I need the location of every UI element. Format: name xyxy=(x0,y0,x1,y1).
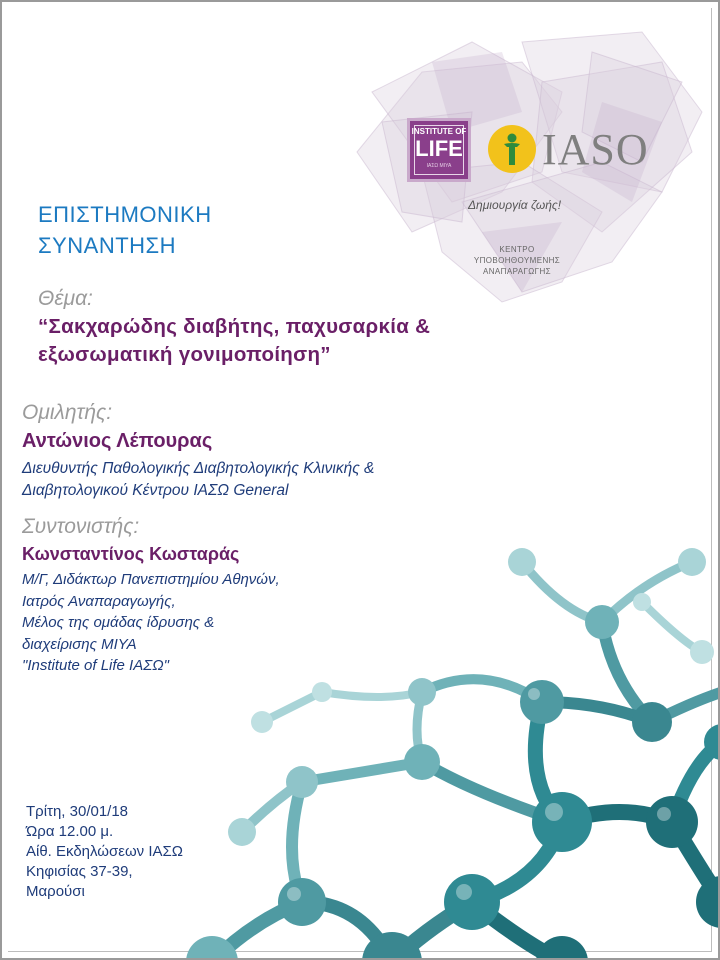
iaso-slogan: Δημιουργία ζωής! xyxy=(468,198,562,212)
title-line-2: ΣΥΝΑΝΤΗΣΗ xyxy=(38,233,177,258)
coordinator-name: Κωνσταντίνος Κωσταράς xyxy=(22,544,240,564)
center-line-1: ΚΕΝΤΡΟ xyxy=(499,245,535,254)
title-line-1: ΕΠΙΣΤΗΜΟΝΙΚΗ xyxy=(38,202,212,227)
speaker-name: Αντώνιος Λέπουρας xyxy=(22,430,213,452)
coord-desc-line-4: διαχείρισης ΜΙΥΑ xyxy=(22,635,137,653)
iaso-emblem-icon xyxy=(488,125,536,173)
topic-text xyxy=(38,313,430,369)
speaker-desc-line-2: Διαβητολογικού Κέντρου ΙΑΣΩ General xyxy=(22,482,289,499)
coord-desc-line-5: "Institute of Life ΙΑΣΩ" xyxy=(22,657,169,674)
logo-life-sub-text: ΙΑΣΩ ΜΙΥΑ xyxy=(426,163,452,169)
institute-of-life-logo xyxy=(407,118,471,182)
coord-desc-line-1: Μ/Γ, Διδάκτωρ Πανεπιστημίου Αθηνών, xyxy=(22,571,280,588)
reproduction-center-label xyxy=(472,244,562,277)
speaker-desc-line-1: Διευθυντής Παθολογικής Διαβητολογικής Κλινικής & xyxy=(22,460,375,477)
event-venue: Αίθ. Εκδηλώσεων ΙΑΣΩ xyxy=(26,843,183,860)
logo-life-small-text: INSTITUTE OF xyxy=(411,127,467,136)
coord-desc-line-2: Ιατρός Αναπαραγωγής, xyxy=(22,592,176,610)
iaso-figure-icon xyxy=(488,125,536,173)
speaker-label: Ομιλητής: xyxy=(22,401,113,424)
coordinator-label: Συντονιστής: xyxy=(22,515,140,538)
topic-label: Θέμα: xyxy=(38,287,93,310)
event-street: Κηφισίας 37-39, xyxy=(26,863,133,880)
topic-line-1: “Σακχαρώδης διαβήτης, παχυσαρκία & xyxy=(38,315,431,338)
iaso-logo-text: IASO xyxy=(542,125,649,174)
center-line-3: ΑΝΑΠΑΡΑΓΩΓΗΣ xyxy=(483,267,551,276)
event-city: Μαρούσι xyxy=(26,883,85,900)
event-time: Ώρα 12.00 μ. xyxy=(26,823,114,840)
topic-line-2: εξωσωματική γονιμοποίηση” xyxy=(38,343,331,366)
coordinator-description xyxy=(22,569,280,677)
center-line-2: ΥΠΟΒΟΗΘΟΥΜΕΝΗΣ xyxy=(473,256,561,265)
event-details xyxy=(26,802,183,902)
event-title xyxy=(38,199,212,261)
coord-desc-line-3: Μέλος της ομάδας ίδρυσης & xyxy=(22,614,215,631)
speaker-description xyxy=(22,458,374,502)
event-date: Τρίτη, 30/01/18 xyxy=(26,803,129,820)
logo-life-big-text: LIFE xyxy=(415,136,463,161)
